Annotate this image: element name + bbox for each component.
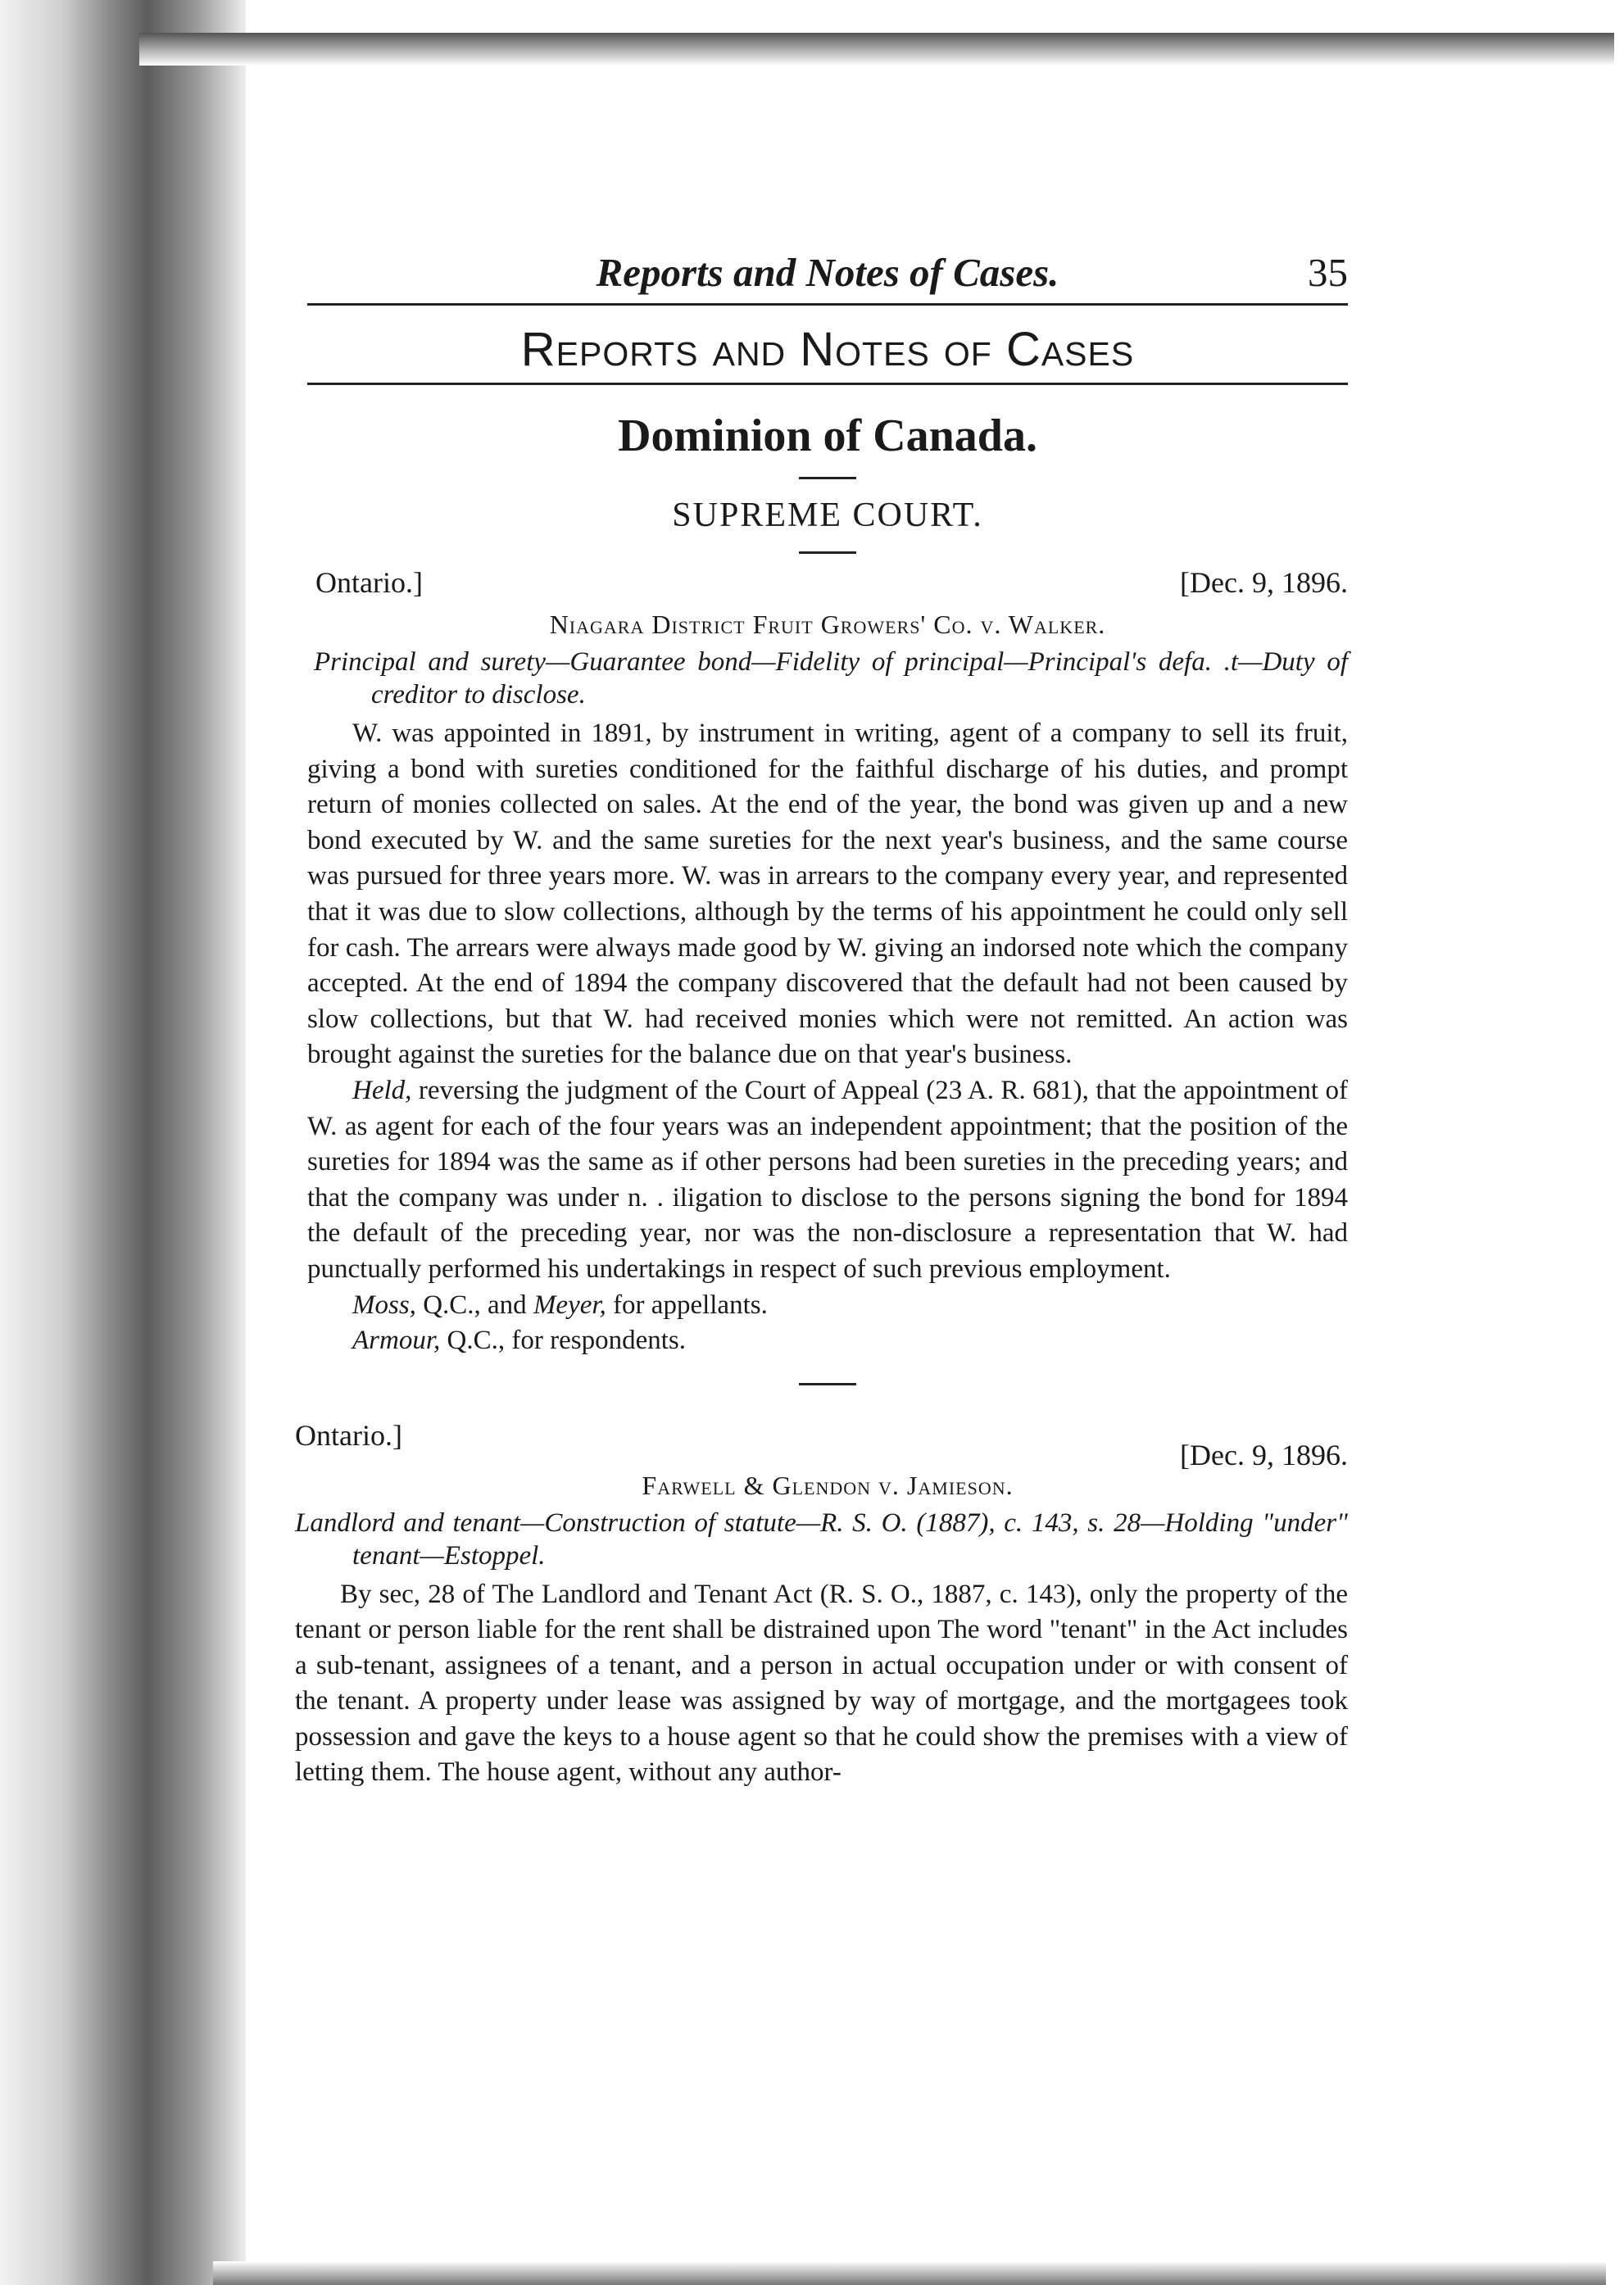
case1-province: Ontario.] <box>315 566 423 599</box>
short-rule <box>799 477 856 479</box>
held-text: reversing the judgment of the Court of Appeal (23 A. R. 681), that the appointment of W. as agent for each of the four years was an independent appointment; that the position of the sureties for 1894 was the same as if other persons had been sureties in the preceding years; and that the company was under n. . iligation to disclose to the persons signing the bond for 1894 the default of the preceding year, nor was the non-disclosure a representation that W. had punctually performed his undertakings in respect of such previous employment. <box>307 1075 1348 1284</box>
court-heading: SUPREME COURT. <box>672 496 983 534</box>
counsel-name: Armour, <box>352 1325 441 1355</box>
counsel-name: Meyer, <box>533 1290 606 1320</box>
case2-date: [Dec. 9, 1896. <box>1180 1438 1348 1471</box>
case1-header <box>307 565 1348 606</box>
held-word: Held, <box>352 1075 412 1105</box>
case1-counsel-respondents <box>307 1323 1348 1358</box>
case2-header <box>295 1418 1348 1471</box>
short-rule <box>799 551 856 554</box>
page-bottom-edge-shadow <box>213 2261 1606 2285</box>
counsel-name: Moss, <box>352 1290 416 1320</box>
case2-name: Farwell & Glendon v. Jamieson. <box>642 1470 1014 1500</box>
case1-counsel-appellants <box>307 1288 1348 1323</box>
section-title: Reports and Notes of Cases <box>307 317 1348 385</box>
case2-province: Ontario.] <box>295 1418 402 1452</box>
page-number: 35 <box>1308 250 1348 295</box>
counsel-text: Q.C., for respondents. <box>440 1325 686 1355</box>
case1-paragraph: W. was appointed in 1891, by instrument in writing, agent of a company to sell its fruit, giving a bond with sureties conditioned for the faithful discharge of his duties, and prompt return of monies collected on sales. At the end of the year, the bond was given up and a new bond executed by W. and the same sureties for the next year's business, and the same course was pursued for three years more. W. was in arrears to the company every year, and represented that it was due to slow collections, although by the terms of his appointment he could only sell for cash. The arrears were always made good by W. giving an indorsed note which the company accepted. At the end of 1894 the company discovered that the default had not been caused by slow collections, but that W. had received monies which were not remitted. An action was brought against the sureties for the balance due on that year's business. <box>307 719 1348 1070</box>
case1-headnote: Principal and surety—Guarantee bond—Fidelity of principal—Principal's defa. .t—Duty of creditor to disclose. <box>314 647 1348 710</box>
running-head <box>307 246 1348 306</box>
running-head-title: Reports and Notes of Cases. <box>596 250 1059 295</box>
case2-paragraph: By sec, 28 of The Landlord and Tenant Act (R. S. O., 1887, c. 143), only the property of the tenant or person liable for the rent shall be distrained upon The word "tenant" in the Act includes a sub-tenant, assignees of a tenant, and a person in actual occupation under or with consent of the tenant. A property under lease was assigned by way of mortgage, and the mortgagees took possession and gave the keys to a house agent so that he could show the premises with a view of letting them. The house agent, without any author- <box>295 1579 1348 1788</box>
page-top-edge-shadow <box>139 33 1614 66</box>
case1-date: [Dec. 9, 1896. <box>1180 566 1348 599</box>
dominion-heading: Dominion of Canada. <box>618 410 1037 461</box>
document-page <box>295 246 1348 1791</box>
case1-name: Niagara District Fruit Growers' Co. v. Walker. <box>549 610 1106 639</box>
book-binding-shadow <box>0 0 246 2285</box>
short-rule <box>799 1383 856 1385</box>
counsel-text: Q.C., and <box>415 1290 533 1320</box>
case1-held-paragraph <box>307 1073 1348 1288</box>
case2-headnote: Landlord and tenant—Construction of statute—R. S. O. (1887), c. 143, s. 28—Holding "under" tenant—Estoppel. <box>295 1507 1348 1571</box>
counsel-text: for appellants. <box>606 1290 768 1320</box>
